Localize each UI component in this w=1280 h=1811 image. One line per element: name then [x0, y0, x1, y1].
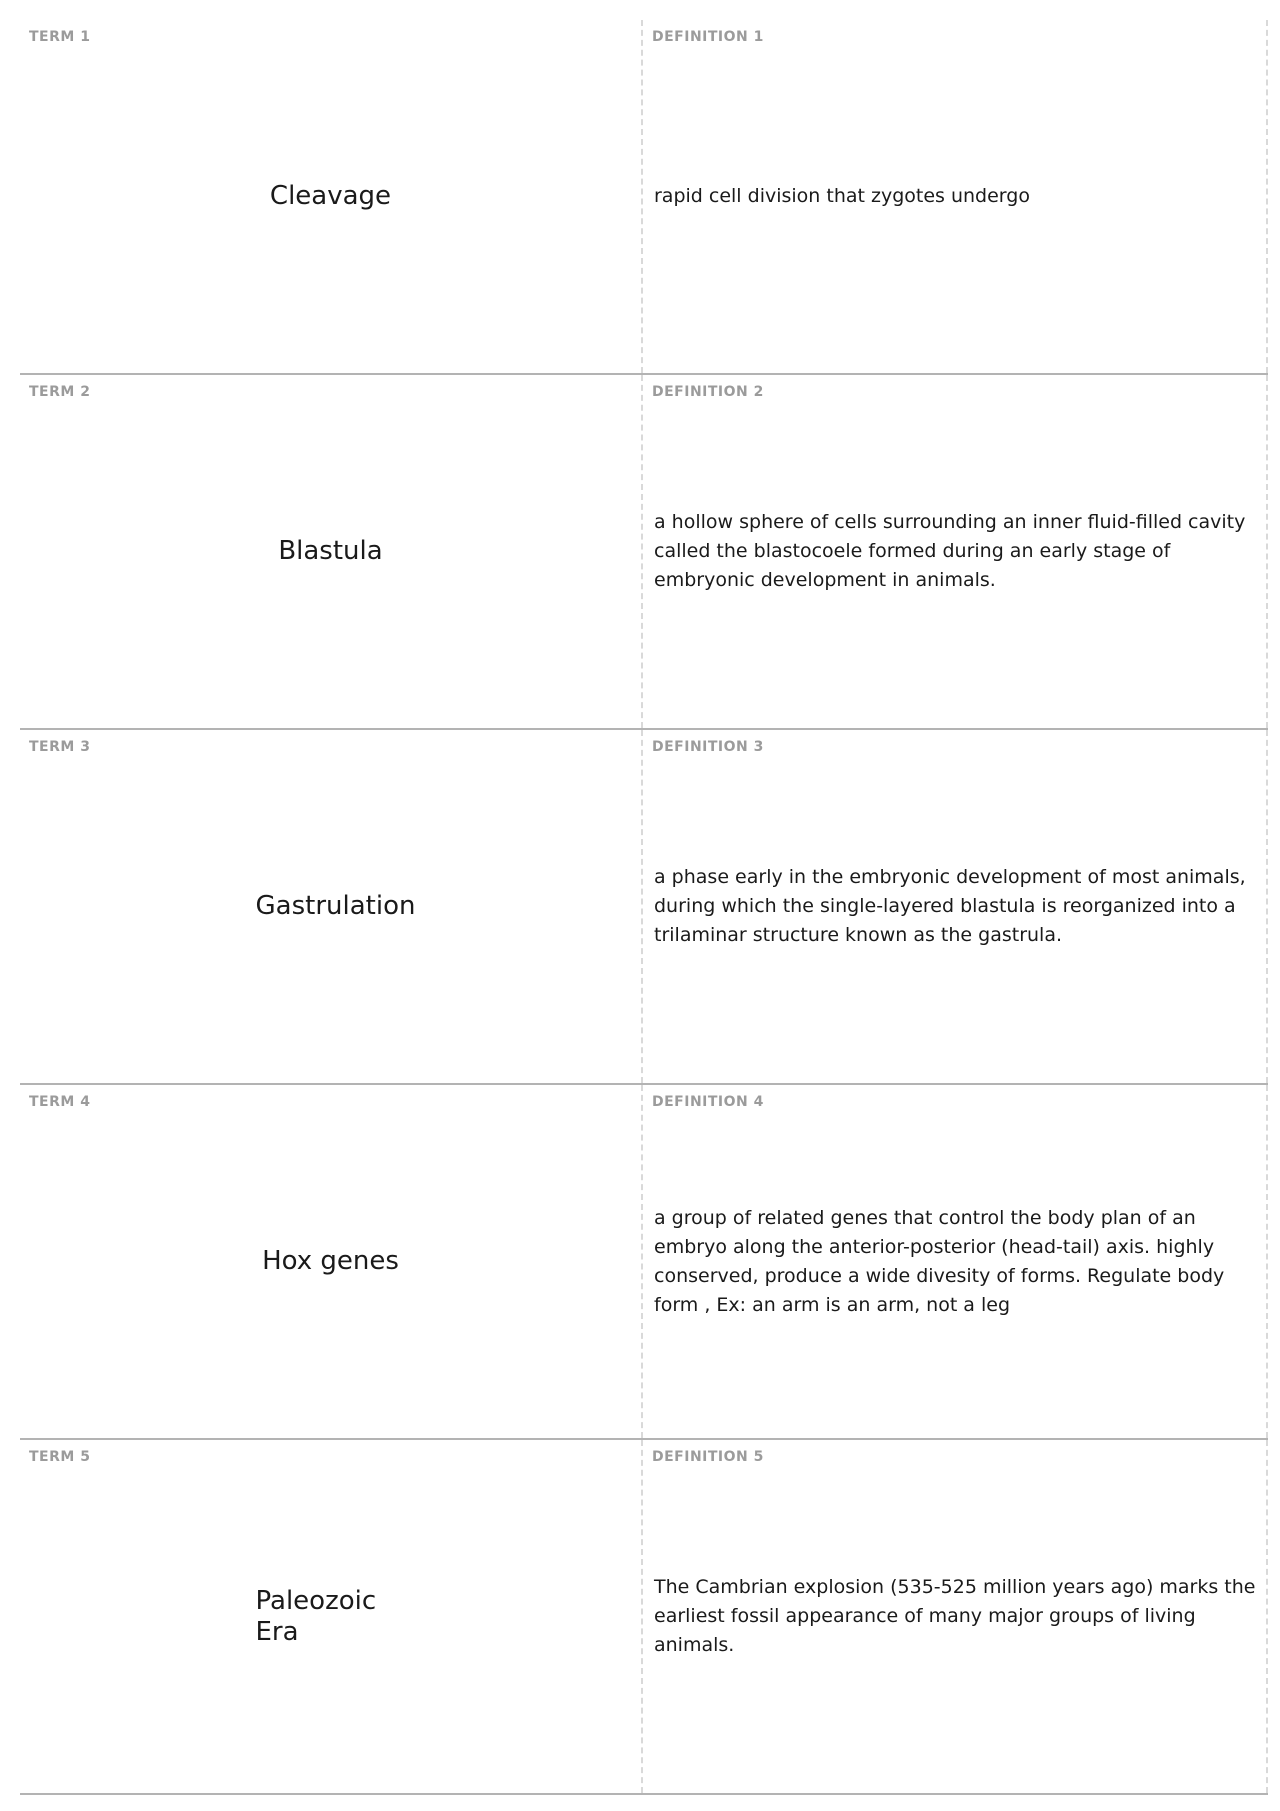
definition-cell	[643, 20, 1268, 373]
card-row	[20, 1085, 1268, 1440]
term-label: TERM 4	[29, 1094, 91, 1110]
definition-label: DEFINITION 1	[652, 29, 764, 45]
term-cell	[20, 20, 643, 373]
definition-text: rapid cell division that zygotes undergo	[654, 185, 1030, 207]
term-label: TERM 3	[29, 739, 91, 755]
term-cell	[20, 375, 643, 728]
card-row	[20, 20, 1268, 375]
term-label: TERM 1	[29, 29, 91, 45]
term-label: TERM 2	[29, 384, 91, 400]
definition-cell	[643, 1085, 1268, 1438]
flashcard-sheet	[20, 20, 1268, 1795]
term-text: Blastula	[278, 536, 383, 566]
definition-cell	[643, 730, 1268, 1083]
term-label: TERM 5	[29, 1449, 91, 1465]
card-row	[20, 730, 1268, 1085]
card-row	[20, 1440, 1268, 1795]
definition-text: The Cambrian explosion (535-525 million years ago) marks the earliest fossil appearance of many major groups of living animals.	[654, 1576, 1256, 1656]
term-text: Hox genes	[262, 1246, 399, 1276]
definition-label: DEFINITION 4	[652, 1094, 764, 1110]
definition-text: a hollow sphere of cells surrounding an inner fluid-filled cavity called the blastocoele formed during an early stage of embryonic development in animals.	[654, 511, 1246, 591]
card-row	[20, 375, 1268, 730]
definition-label: DEFINITION 2	[652, 384, 764, 400]
term-cell	[20, 1085, 643, 1438]
term-cell	[20, 1440, 643, 1793]
definition-cell	[643, 1440, 1268, 1793]
term-text: Gastrulation	[255, 891, 416, 921]
term-text: Paleozoic Era	[255, 1585, 377, 1647]
term-cell	[20, 730, 643, 1083]
definition-label: DEFINITION 3	[652, 739, 764, 755]
term-text: Cleavage	[269, 181, 392, 211]
definition-text: a phase early in the embryonic development of most animals, during which the single-layered blastula is reorganized into a trilaminar structure known as the gastrula.	[654, 866, 1246, 946]
definition-text: a group of related genes that control the body plan of an embryo along the anterior-posterior (head-tail) axis. highly conserved, produce a wide divesity of forms. Regulate body form , Ex: an arm is an arm, not a leg	[654, 1206, 1225, 1316]
definition-label: DEFINITION 5	[652, 1449, 764, 1465]
definition-cell	[643, 375, 1268, 728]
